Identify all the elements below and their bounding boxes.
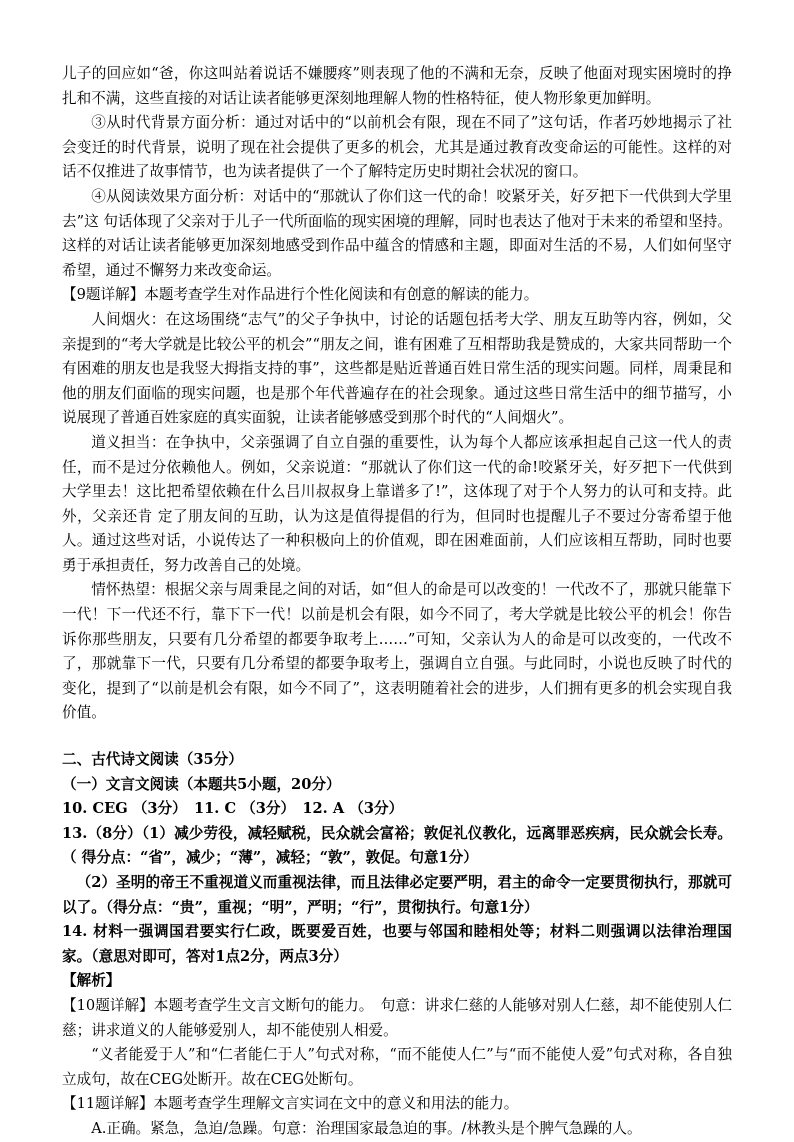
q11-heading: 【11题详解】本题考查学生理解文言实词在文中的意义和用法的能力。 — [62, 1095, 519, 1113]
section-2-title: 二、古代诗文阅读（35分） — [62, 751, 243, 769]
q10-paragraph: “义者能爱于人”和“仁者能仁于人”句式对称，“而不能使人仁”与“而不能使人爱”句式对称，各自独立成句，故在CEG处断开。故在CEG处断句。 — [62, 1046, 732, 1088]
q11-paragraph-a: A.正确。紧急，急迫/急躁。句意：治理国家最急迫的事。/林教头是个脾气急躁的人。 — [91, 1119, 642, 1137]
q9-heading: 【9题详解】本题考查学生对作品进行个性化阅读和有创意的解读的能力。 — [62, 286, 539, 304]
paragraph-son-response: 儿子的回应如“爸，你这叫站着说话不嫌腰疼”则表现了他的不满和无奈，反映了他面对现实困境时的挣扎和不满，这些直接的对话让读者能够更深刻地理解人物的性格特征，使人物形象更加鲜明。 — [62, 65, 732, 107]
answer-14: 14. 材料一强调国君要实行仁政，既要爱百姓，也要与邻国和睦相处等；材料二则强调以法律治理国家。（意思对即可，答对1点2分，两点3分） — [62, 923, 732, 965]
q9-paragraph-aspiration: 情怀热望：根据父亲与周秉昆之间的对话，如“但人的命是可以改变的！一代改不了，那就只能靠下一代！下一代还不行，靠下下一代！以前是机会有限，如今不同了，考大学就是比较公平的机会！你告诉你那些朋友，只要有几分希望的都要争取考上……”可知，父亲认为人的命是可以改变的，一代改不了，那就靠下一代，只要有几分希望的都要争取考上，强调自立自强。与此同时，小说也反映了时代的变化，提到了“以前是机会有限，如今不同了”，这表明随着社会的进步，人们拥有更多的机会实现自我价值。 — [62, 581, 732, 722]
paragraph-reading-effect: ④从阅读效果方面分析：对话中的“那就认了你们这一代的命！咬紧牙关，好歹把下一代供到大学里去”这 句话体现了父亲对于儿子一代所面临的现实困境的理解，同时也表达了他对于未来的希望和坚持。这样的对话让读者能够更加深刻地感受到作品中蕴含的情感和主题，即面对生活的不易，人们如何坚守希望，通过不懈努力来改变命运。 — [62, 187, 732, 279]
answer-13-part2: （2）圣明的帝王不重视道义而重视法律，而且法律必定要严明，君主的命令一定要贯彻执行，那就可以了。（得分点：“贵”，重视；“明”，严明；“行”，贯彻执行。句意1分） — [62, 874, 732, 916]
paragraph-era-background: ③从时代背景方面分析：通过对话中的“以前机会有限，现在不同了”这句话，作者巧妙地揭示了社会变迁的时代背景，说明了现在社会提供了更多的机会，尤其是通过教育改变命运的可能性。这样的对话不仅推进了故事情节，也为读者提供了一个了解特定历史时期社会状况的窗口。 — [62, 114, 732, 181]
section-gap — [62, 726, 732, 748]
q9-paragraph-fireworks: 人间烟火：在这场围绕“志气”的父子争执中，讨论的话题包括考大学、朋友互助等内容，例如，父亲提到的“考大学就是比较公平的机会”“朋友之间，谁有困难了互相帮助我是赞成的，大家共同帮助一个有困难的朋友也是我竖大拇指支持的事”，这些都是贴近普通百姓日常生活的现实问题。同样，周秉昆和他的朋友们面临的现实问题，也是那个年代普遍存在的社会现象。通过这些日常生活中的细节描写，小说展现了普通百姓家庭的真实面貌，让读者能够感受到那个时代的“人间烟火”。 — [62, 310, 732, 427]
document-page — [62, 62, 732, 1142]
subsection-1-title: （一）文言文阅读（本题共5小题，20分） — [62, 775, 341, 793]
answer-13-part1: 13.（8分）（1）减少劳役，减轻赋税，民众就会富裕；敦促礼仪教化，远离罪恶疾病，民众就会长寿。（ 得分点：“省”，减少；“薄”，减轻；“敦”，敦促。句意1分） — [62, 824, 732, 867]
q9-paragraph-morality: 道义担当：在争执中，父亲强调了自立自强的重要性，认为每个人都应该承担起自己这一代人的责任，而不是过分依赖他人。例如，父亲说道：“那就认了你们这一代的命!咬紧牙关，好歹把下一代供到大学里去！这比把希望依赖在什么吕川叔叔身上靠谱多了!”，这体现了对于个人努力的认可和支持。此外，父亲还肯 定了朋友间的互助，认为这是值得提倡的行为，但同时也提醒儿子不要过分寄希望于他人。通过这些对话，小说传达了一种积极向上的价值观，即在困难面前，人们应该相互帮助，同时也要勇于承担责任，努力改善自己的处境。 — [62, 433, 732, 574]
q10-heading: 【10题详解】本题考查学生文言文断句的能力。 句意：讲求仁慈的人能够对别人仁慈，却不能使别人仁慈；讲求道义的人能够爱别人，却不能使别人相爱。 — [62, 996, 732, 1039]
answers-10-12: 10. CEG （3分） 11. C （3分） 12. A （3分） — [62, 800, 404, 818]
analysis-heading: 【解析】 — [62, 972, 121, 990]
